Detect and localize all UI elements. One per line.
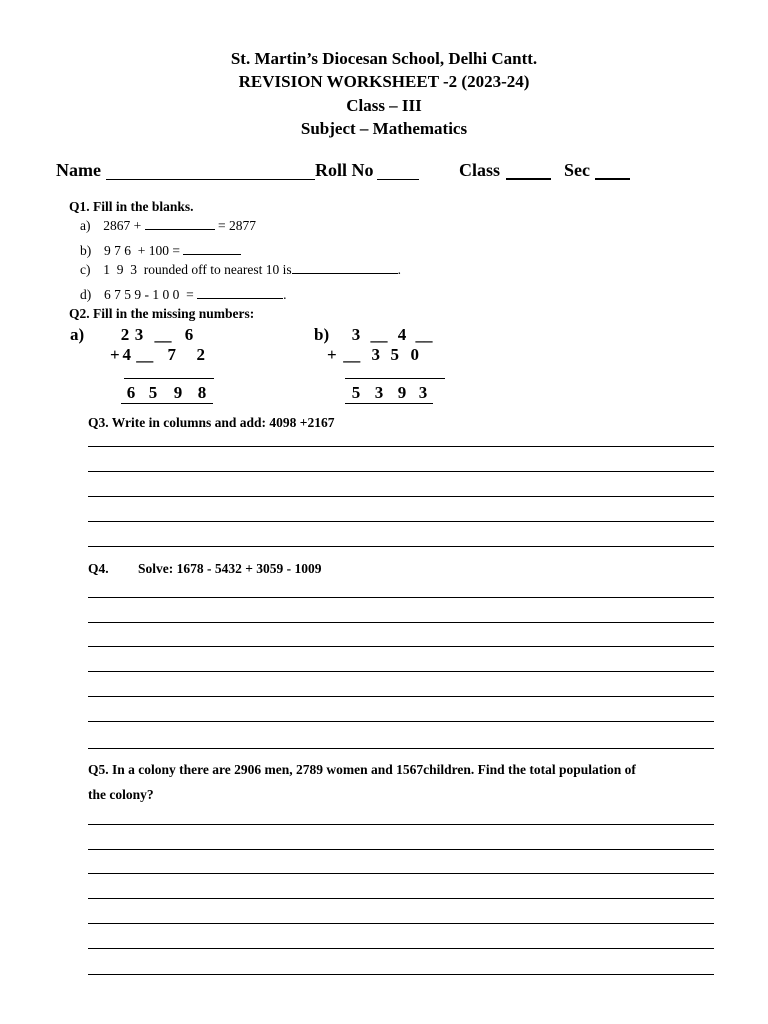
q4-answer-line[interactable] [88, 748, 714, 749]
subject-heading: Subject – Mathematics [300, 119, 468, 138]
name-label: Name [56, 160, 101, 180]
q2a-row2-sign: + [110, 345, 120, 364]
q4-text: Solve: 1678 - 5432 + 3059 - 1009 [138, 561, 322, 576]
school-name: St. Martin’s Diocesan School, Delhi Cantt. [230, 49, 538, 68]
q2b-answer-digit: 9 [397, 383, 407, 402]
q2b-row1-digit: 3 [351, 325, 361, 344]
q5-answer-line[interactable] [88, 974, 714, 975]
q2a-row1 [118, 325, 198, 345]
q4-answer-line[interactable] [88, 696, 714, 697]
q2a-row1-digit: 2 [120, 325, 130, 344]
q1-item-c-marker: c) [80, 262, 91, 277]
q3-answer-line[interactable] [88, 546, 714, 547]
q3-answer-line[interactable] [88, 521, 714, 522]
q2a-answer-digit: 9 [173, 383, 183, 402]
q4-answer-line[interactable] [88, 597, 714, 598]
q2a-sum-line [124, 378, 214, 379]
q3-heading: Q3. Write in columns and add: 4098 +2167 [88, 415, 335, 430]
q4-answer-line[interactable] [88, 721, 714, 722]
sec-blank[interactable] [595, 178, 630, 180]
q2a-answer-digit: 6 [126, 383, 136, 402]
q1-item-c-after: . [397, 262, 401, 277]
sec-label: Sec [564, 160, 590, 180]
q1-item-a-before: 2867 + [103, 218, 145, 233]
q1-heading: Q1. Fill in the blanks. [69, 199, 194, 214]
q1-item-b [80, 243, 241, 259]
q2a-row2-digit: 2 [196, 345, 205, 364]
q2b-answer [345, 383, 433, 404]
q2a-row2-digit: 7 [167, 345, 176, 364]
q2a-answer-digit: 8 [197, 383, 207, 402]
q5-answer-line[interactable] [88, 849, 714, 850]
q2b-row2-sign: + [327, 345, 337, 364]
q1-item-b-blank[interactable] [183, 243, 241, 255]
q3-answer-line[interactable] [88, 446, 714, 447]
q2a-answer-digit: 5 [148, 383, 158, 402]
q5-answer-line[interactable] [88, 824, 714, 825]
q1-item-d-before: 6 7 5 9 - 1 0 0 = [104, 287, 198, 302]
q2b-row1-digit: 4 [397, 325, 407, 344]
q5-answer-line[interactable] [88, 923, 714, 924]
q2a-row2 [110, 345, 214, 365]
roll-no-label: Roll No [315, 160, 374, 180]
q2b-answer-digit: 3 [418, 383, 428, 402]
q1-item-a-blank[interactable] [145, 218, 215, 230]
q2a-row1-digit: 3 [134, 325, 144, 344]
q2b-row1-digit: __ [370, 325, 388, 344]
q2b-row2-digit: __ [343, 345, 361, 364]
q4-answer-line[interactable] [88, 671, 714, 672]
q5-text-line2: the colony? [88, 787, 154, 802]
q5-answer-line[interactable] [88, 948, 714, 949]
class-heading: Class – III [346, 96, 422, 115]
q2b-row1-digit: __ [415, 325, 433, 344]
q1-item-a [80, 218, 256, 234]
q2b-sum-line [345, 378, 445, 379]
q1-item-b-marker: b) [80, 243, 92, 258]
q1-item-c-before: 1 9 3 rounded off to nearest 10 is [103, 262, 292, 277]
q2a-row1-digit: 6 [184, 325, 194, 344]
q1-item-d [80, 287, 286, 303]
class-label: Class [459, 160, 501, 180]
q2b-row2 [327, 345, 425, 365]
q1-item-c [80, 262, 401, 278]
q2b-answer-digit: 3 [374, 383, 384, 402]
q4-answer-line[interactable] [88, 646, 714, 647]
q2b-row2-digit: 3 [371, 345, 380, 364]
q5-answer-line[interactable] [88, 898, 714, 899]
roll-no-blank[interactable] [377, 179, 419, 180]
q5-text-line1: Q5. In a colony there are 2906 men, 2789 women and 1567children. Find the total population of [88, 762, 636, 777]
q2b-row2-digit: 5 [390, 345, 399, 364]
q1-item-a-after: = 2877 [214, 218, 256, 233]
q1-item-a-marker: a) [80, 218, 91, 233]
q3-answer-line[interactable] [88, 471, 714, 472]
q2a-answer [121, 383, 213, 404]
q4-answer-line[interactable] [88, 622, 714, 623]
q4-number: Q4. [88, 561, 109, 576]
q3-answer-line[interactable] [88, 496, 714, 497]
q1-item-d-after: . [283, 287, 287, 302]
q2b-marker: b) [314, 325, 330, 344]
q2a-row2-digit: 4 [122, 345, 131, 364]
class-blank[interactable] [506, 178, 551, 180]
q2a-row1-digit: __ [154, 325, 172, 344]
q1-item-b-before: 9 7 6 + 100 = [104, 243, 184, 258]
q2b-answer-digit: 5 [351, 383, 361, 402]
q2a-marker: a) [70, 325, 85, 344]
q2b-row2-digit: 0 [410, 345, 419, 364]
name-blank[interactable] [106, 179, 315, 180]
q2a-row2-digit: __ [136, 345, 154, 364]
worksheet-title: REVISION WORKSHEET -2 (2023-24) [238, 72, 530, 91]
q2b-row1 [346, 325, 436, 345]
q2-heading: Q2. Fill in the missing numbers: [69, 306, 255, 321]
q1-item-d-blank[interactable] [197, 287, 283, 299]
q5-answer-line[interactable] [88, 873, 714, 874]
q1-item-c-blank[interactable] [292, 262, 398, 274]
q1-item-d-marker: d) [80, 287, 92, 302]
